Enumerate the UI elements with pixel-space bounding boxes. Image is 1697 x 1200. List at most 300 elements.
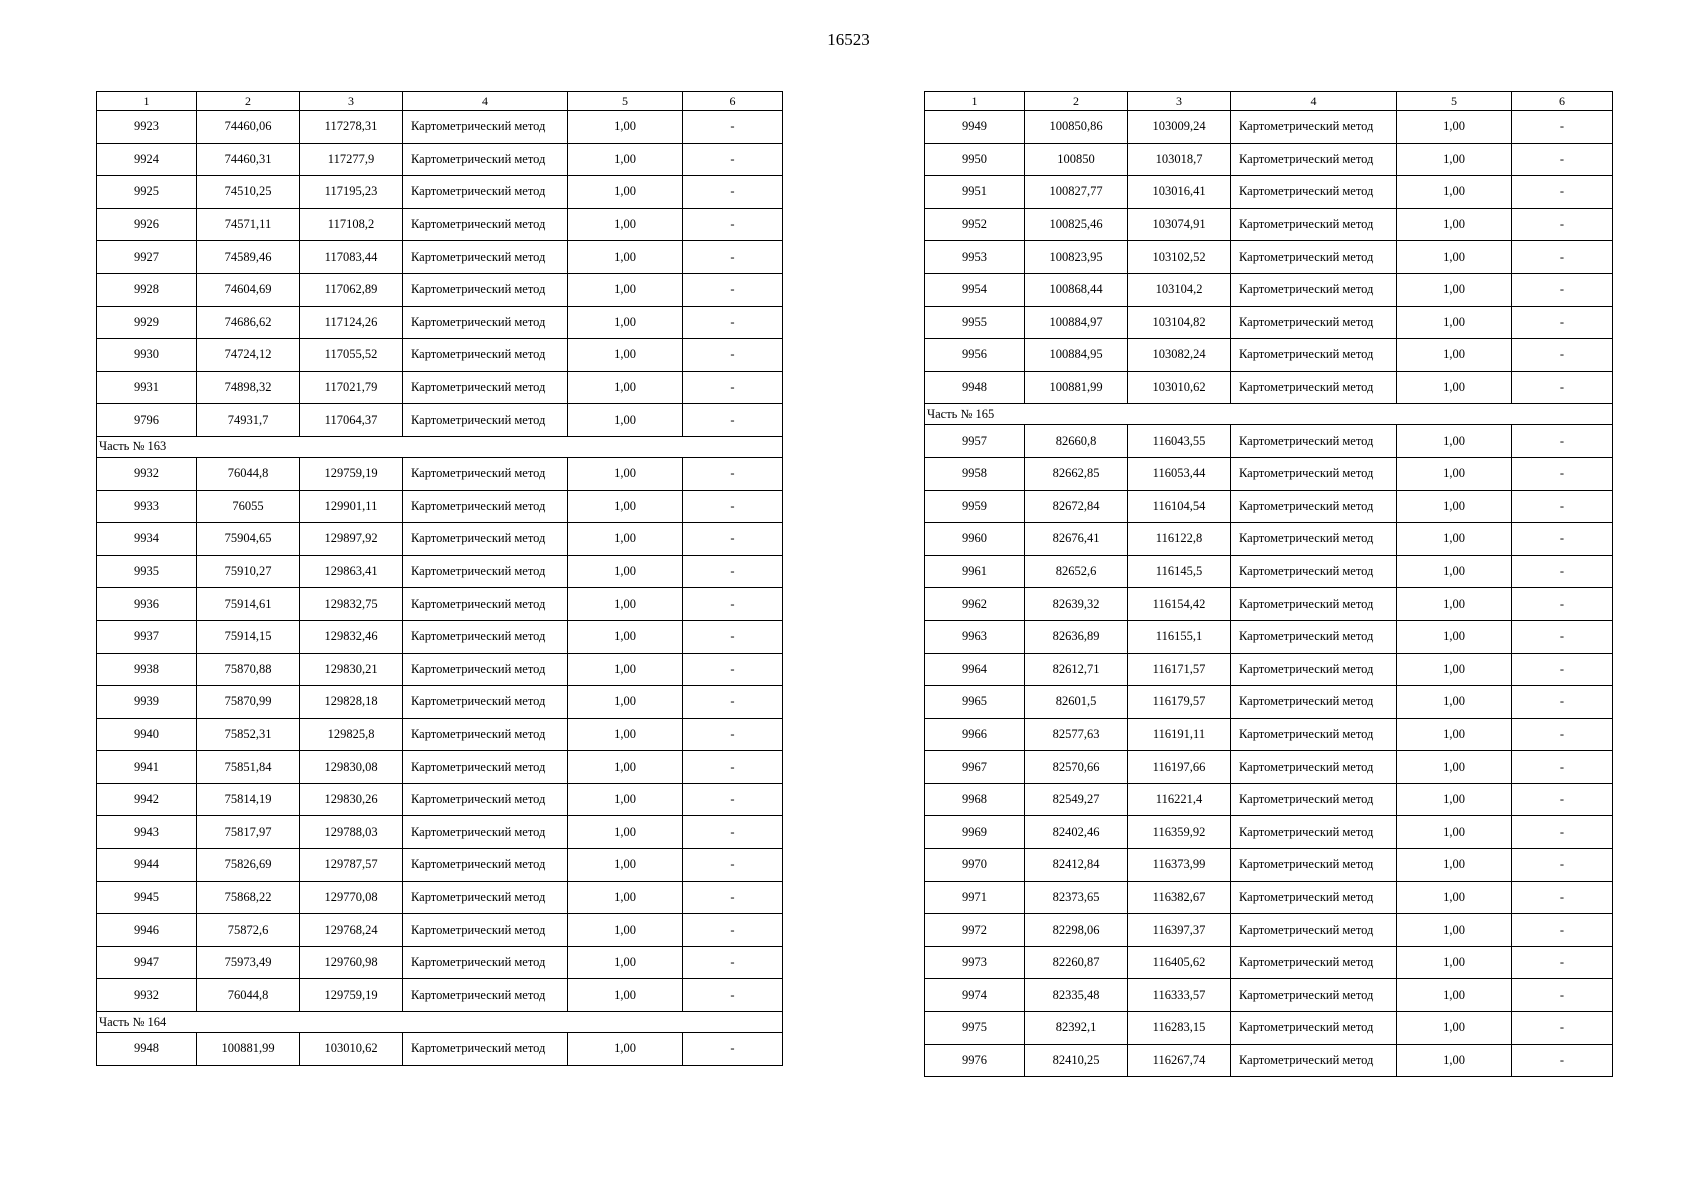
x-coordinate-cell: 100850 [1025,143,1128,176]
point-number-cell: 9935 [97,555,197,588]
point-number-cell: 9930 [97,339,197,372]
note-cell: - [683,620,783,653]
accuracy-cell: 1,00 [568,306,683,339]
point-number-cell: 9971 [925,881,1025,914]
point-number-cell: 9969 [925,816,1025,849]
point-number-cell: 9946 [97,914,197,947]
x-coordinate-cell: 74898,32 [197,371,300,404]
x-coordinate-cell: 82549,27 [1025,783,1128,816]
y-coordinate-cell: 103104,82 [1128,306,1231,339]
section-heading-row [925,404,1613,425]
table-row [925,718,1613,751]
accuracy-cell: 1,00 [568,111,683,144]
x-coordinate-cell: 82639,32 [1025,588,1128,621]
table-header-row [97,92,783,111]
note-cell: - [683,849,783,882]
accuracy-cell: 1,00 [1397,490,1512,523]
column-header-6: 6 [683,92,783,111]
y-coordinate-cell: 117062,89 [300,273,403,306]
method-cell: Картометрический метод [403,751,568,784]
y-coordinate-cell: 103010,62 [300,1033,403,1066]
section-heading: Часть № 163 [97,436,783,457]
x-coordinate-cell: 100881,99 [197,1033,300,1066]
accuracy-cell: 1,00 [568,555,683,588]
method-cell: Картометрический метод [403,653,568,686]
method-cell: Картометрический метод [403,1033,568,1066]
note-cell: - [683,881,783,914]
method-cell: Картометрический метод [1231,751,1397,784]
point-number-cell: 9960 [925,523,1025,556]
note-cell: - [683,555,783,588]
table-row [97,946,783,979]
table-row [925,371,1613,404]
table-row [925,1012,1613,1045]
accuracy-cell: 1,00 [568,176,683,209]
accuracy-cell: 1,00 [1397,751,1512,784]
column-header-2: 2 [1025,92,1128,111]
table-row [97,176,783,209]
note-cell: - [683,208,783,241]
method-cell: Картометрический метод [403,588,568,621]
section-heading: Часть № 164 [97,1012,783,1033]
accuracy-cell: 1,00 [1397,457,1512,490]
x-coordinate-cell: 75910,27 [197,555,300,588]
note-cell: - [1512,490,1613,523]
accuracy-cell: 1,00 [568,849,683,882]
x-coordinate-cell: 82652,6 [1025,555,1128,588]
y-coordinate-cell: 117064,37 [300,404,403,437]
method-cell: Картометрический метод [403,143,568,176]
x-coordinate-cell: 74510,25 [197,176,300,209]
note-cell: - [1512,143,1613,176]
point-number-cell: 9951 [925,176,1025,209]
method-cell: Картометрический метод [1231,208,1397,241]
table-row [97,306,783,339]
y-coordinate-cell: 117021,79 [300,371,403,404]
point-number-cell: 9956 [925,339,1025,372]
note-cell: - [683,371,783,404]
x-coordinate-cell: 82298,06 [1025,914,1128,947]
table-row [97,457,783,490]
column-header-5: 5 [1397,92,1512,111]
point-number-cell: 9964 [925,653,1025,686]
point-number-cell: 9952 [925,208,1025,241]
note-cell: - [1512,686,1613,719]
accuracy-cell: 1,00 [1397,241,1512,274]
y-coordinate-cell: 103018,7 [1128,143,1231,176]
note-cell: - [683,306,783,339]
method-cell: Картометрический метод [1231,241,1397,274]
accuracy-cell: 1,00 [568,208,683,241]
y-coordinate-cell: 129825,8 [300,718,403,751]
point-number-cell: 9967 [925,751,1025,784]
table-row [97,555,783,588]
note-cell: - [1512,1044,1613,1077]
y-coordinate-cell: 129759,19 [300,457,403,490]
point-number-cell: 9970 [925,849,1025,882]
table-row [925,306,1613,339]
table-row [925,523,1613,556]
note-cell: - [1512,371,1613,404]
note-cell: - [1512,555,1613,588]
method-cell: Картометрический метод [1231,1012,1397,1045]
x-coordinate-cell: 74571,11 [197,208,300,241]
x-coordinate-cell: 100884,97 [1025,306,1128,339]
note-cell: - [683,339,783,372]
accuracy-cell: 1,00 [568,404,683,437]
method-cell: Картометрический метод [403,208,568,241]
point-number-cell: 9947 [97,946,197,979]
note-cell: - [683,457,783,490]
x-coordinate-cell: 74724,12 [197,339,300,372]
method-cell: Картометрический метод [403,783,568,816]
y-coordinate-cell: 116333,57 [1128,979,1231,1012]
point-number-cell: 9976 [925,1044,1025,1077]
method-cell: Картометрический метод [1231,718,1397,751]
x-coordinate-cell: 82260,87 [1025,946,1128,979]
note-cell: - [1512,914,1613,947]
table-row [925,143,1613,176]
accuracy-cell: 1,00 [568,457,683,490]
method-cell: Картометрический метод [1231,111,1397,144]
x-coordinate-cell: 75872,6 [197,914,300,947]
accuracy-cell: 1,00 [1397,1044,1512,1077]
y-coordinate-cell: 116179,57 [1128,686,1231,719]
accuracy-cell: 1,00 [1397,208,1512,241]
x-coordinate-cell: 82601,5 [1025,686,1128,719]
section-heading-row [97,1012,783,1033]
y-coordinate-cell: 129830,26 [300,783,403,816]
x-coordinate-cell: 76044,8 [197,979,300,1012]
point-number-cell: 9940 [97,718,197,751]
y-coordinate-cell: 129897,92 [300,523,403,556]
x-coordinate-cell: 75826,69 [197,849,300,882]
y-coordinate-cell: 116155,1 [1128,620,1231,653]
point-number-cell: 9953 [925,241,1025,274]
x-coordinate-cell: 82402,46 [1025,816,1128,849]
column-header-5: 5 [568,92,683,111]
x-coordinate-cell: 75814,19 [197,783,300,816]
x-coordinate-cell: 82676,41 [1025,523,1128,556]
point-number-cell: 9944 [97,849,197,882]
accuracy-cell: 1,00 [568,653,683,686]
table-row [925,490,1613,523]
method-cell: Картометрический метод [1231,653,1397,686]
method-cell: Картометрический метод [403,241,568,274]
table-header-row [925,92,1613,111]
y-coordinate-cell: 116397,37 [1128,914,1231,947]
method-cell: Картометрический метод [403,176,568,209]
method-cell: Картометрический метод [1231,273,1397,306]
point-number-cell: 9965 [925,686,1025,719]
point-number-cell: 9948 [925,371,1025,404]
table-row [97,914,783,947]
point-number-cell: 9932 [97,457,197,490]
note-cell: - [683,718,783,751]
method-cell: Картометрический метод [403,306,568,339]
y-coordinate-cell: 117083,44 [300,241,403,274]
y-coordinate-cell: 116104,54 [1128,490,1231,523]
table-row [925,588,1613,621]
column-header-3: 3 [300,92,403,111]
note-cell: - [1512,176,1613,209]
accuracy-cell: 1,00 [1397,371,1512,404]
table-row [97,404,783,437]
point-number-cell: 9968 [925,783,1025,816]
table-row [925,273,1613,306]
accuracy-cell: 1,00 [1397,881,1512,914]
y-coordinate-cell: 116405,62 [1128,946,1231,979]
note-cell: - [683,523,783,556]
method-cell: Картометрический метод [1231,490,1397,523]
point-number-cell: 9972 [925,914,1025,947]
point-number-cell: 9939 [97,686,197,719]
accuracy-cell: 1,00 [568,143,683,176]
note-cell: - [683,490,783,523]
table-row [925,653,1613,686]
y-coordinate-cell: 129760,98 [300,946,403,979]
point-number-cell: 9942 [97,783,197,816]
table-row [925,914,1613,947]
note-cell: - [683,946,783,979]
x-coordinate-cell: 100881,99 [1025,371,1128,404]
x-coordinate-cell: 75914,15 [197,620,300,653]
note-cell: - [683,783,783,816]
note-cell: - [1512,588,1613,621]
column-header-4: 4 [403,92,568,111]
y-coordinate-cell: 116221,4 [1128,783,1231,816]
point-number-cell: 9974 [925,979,1025,1012]
x-coordinate-cell: 82662,85 [1025,457,1128,490]
x-coordinate-cell: 74460,06 [197,111,300,144]
note-cell: - [1512,849,1613,882]
note-cell: - [683,111,783,144]
point-number-cell: 9926 [97,208,197,241]
point-number-cell: 9929 [97,306,197,339]
table-row [97,718,783,751]
table-row [925,176,1613,209]
x-coordinate-cell: 76044,8 [197,457,300,490]
x-coordinate-cell: 74931,7 [197,404,300,437]
accuracy-cell: 1,00 [1397,176,1512,209]
table-row [925,620,1613,653]
accuracy-cell: 1,00 [568,1033,683,1066]
table-row [925,555,1613,588]
point-number-cell: 9923 [97,111,197,144]
table-row [97,751,783,784]
x-coordinate-cell: 82410,25 [1025,1044,1128,1077]
y-coordinate-cell: 103102,52 [1128,241,1231,274]
method-cell: Картометрический метод [1231,686,1397,719]
point-number-cell: 9932 [97,979,197,1012]
accuracy-cell: 1,00 [568,881,683,914]
table-row [97,620,783,653]
point-number-cell: 9925 [97,176,197,209]
table-row [925,816,1613,849]
column-header-3: 3 [1128,92,1231,111]
accuracy-cell: 1,00 [1397,946,1512,979]
coordinates-table-right [924,91,1613,1077]
note-cell: - [1512,208,1613,241]
x-coordinate-cell: 75852,31 [197,718,300,751]
table-row [925,751,1613,784]
point-number-cell: 9945 [97,881,197,914]
point-number-cell: 9924 [97,143,197,176]
note-cell: - [1512,1012,1613,1045]
note-cell: - [683,588,783,621]
note-cell: - [1512,273,1613,306]
accuracy-cell: 1,00 [568,751,683,784]
x-coordinate-cell: 100823,95 [1025,241,1128,274]
column-header-1: 1 [925,92,1025,111]
y-coordinate-cell: 117195,23 [300,176,403,209]
point-number-cell: 9928 [97,273,197,306]
method-cell: Картометрический метод [403,979,568,1012]
y-coordinate-cell: 129788,03 [300,816,403,849]
accuracy-cell: 1,00 [1397,849,1512,882]
y-coordinate-cell: 116191,11 [1128,718,1231,751]
x-coordinate-cell: 82612,71 [1025,653,1128,686]
y-coordinate-cell: 129901,11 [300,490,403,523]
y-coordinate-cell: 116043,55 [1128,425,1231,458]
table-row [925,457,1613,490]
table-row [925,979,1613,1012]
point-number-cell: 9931 [97,371,197,404]
accuracy-cell: 1,00 [1397,783,1512,816]
y-coordinate-cell: 116145,5 [1128,555,1231,588]
note-cell: - [1512,881,1613,914]
point-number-cell: 9950 [925,143,1025,176]
x-coordinate-cell: 75868,22 [197,881,300,914]
x-coordinate-cell: 100825,46 [1025,208,1128,241]
point-number-cell: 9959 [925,490,1025,523]
point-number-cell: 9954 [925,273,1025,306]
method-cell: Картометрический метод [1231,979,1397,1012]
table-row [925,339,1613,372]
accuracy-cell: 1,00 [568,620,683,653]
y-coordinate-cell: 116053,44 [1128,457,1231,490]
column-header-6: 6 [1512,92,1613,111]
note-cell: - [1512,620,1613,653]
method-cell: Картометрический метод [1231,816,1397,849]
table-row [97,849,783,882]
x-coordinate-cell: 82660,8 [1025,425,1128,458]
x-coordinate-cell: 75870,88 [197,653,300,686]
table-row [925,686,1613,719]
point-number-cell: 9973 [925,946,1025,979]
method-cell: Картометрический метод [1231,783,1397,816]
accuracy-cell: 1,00 [1397,816,1512,849]
x-coordinate-cell: 75851,84 [197,751,300,784]
accuracy-cell: 1,00 [1397,273,1512,306]
y-coordinate-cell: 103082,24 [1128,339,1231,372]
table-row [97,111,783,144]
point-number-cell: 9955 [925,306,1025,339]
method-cell: Картометрический метод [403,523,568,556]
method-cell: Картометрический метод [1231,176,1397,209]
point-number-cell: 9937 [97,620,197,653]
section-heading-row [97,436,783,457]
table-row [925,849,1613,882]
y-coordinate-cell: 129759,19 [300,979,403,1012]
y-coordinate-cell: 117277,9 [300,143,403,176]
table-row [97,1033,783,1066]
column-header-2: 2 [197,92,300,111]
x-coordinate-cell: 74604,69 [197,273,300,306]
note-cell: - [683,816,783,849]
method-cell: Картометрический метод [403,718,568,751]
table-row [925,425,1613,458]
y-coordinate-cell: 116171,57 [1128,653,1231,686]
note-cell: - [683,914,783,947]
y-coordinate-cell: 103104,2 [1128,273,1231,306]
x-coordinate-cell: 82335,48 [1025,979,1128,1012]
accuracy-cell: 1,00 [1397,523,1512,556]
note-cell: - [1512,816,1613,849]
point-number-cell: 9958 [925,457,1025,490]
note-cell: - [683,1033,783,1066]
point-number-cell: 9933 [97,490,197,523]
y-coordinate-cell: 103009,24 [1128,111,1231,144]
method-cell: Картометрический метод [1231,555,1397,588]
note-cell: - [683,241,783,274]
column-header-1: 1 [97,92,197,111]
accuracy-cell: 1,00 [568,979,683,1012]
table-row [97,490,783,523]
method-cell: Картометрический метод [403,849,568,882]
point-number-cell: 9948 [97,1033,197,1066]
note-cell: - [683,273,783,306]
point-number-cell: 9962 [925,588,1025,621]
method-cell: Картометрический метод [1231,523,1397,556]
y-coordinate-cell: 117108,2 [300,208,403,241]
x-coordinate-cell: 76055 [197,490,300,523]
method-cell: Картометрический метод [1231,371,1397,404]
method-cell: Картометрический метод [1231,339,1397,372]
accuracy-cell: 1,00 [568,273,683,306]
method-cell: Картометрический метод [1231,1044,1397,1077]
note-cell: - [683,143,783,176]
method-cell: Картометрический метод [403,111,568,144]
note-cell: - [1512,241,1613,274]
accuracy-cell: 1,00 [568,523,683,556]
method-cell: Картометрический метод [403,490,568,523]
method-cell: Картометрический метод [403,555,568,588]
y-coordinate-cell: 103010,62 [1128,371,1231,404]
table-row [925,241,1613,274]
column-header-4: 4 [1231,92,1397,111]
x-coordinate-cell: 82577,63 [1025,718,1128,751]
x-coordinate-cell: 75914,61 [197,588,300,621]
y-coordinate-cell: 116267,74 [1128,1044,1231,1077]
y-coordinate-cell: 116359,92 [1128,816,1231,849]
method-cell: Картометрический метод [1231,620,1397,653]
point-number-cell: 9796 [97,404,197,437]
note-cell: - [683,979,783,1012]
accuracy-cell: 1,00 [1397,653,1512,686]
point-number-cell: 9927 [97,241,197,274]
y-coordinate-cell: 129768,24 [300,914,403,947]
x-coordinate-cell: 75870,99 [197,686,300,719]
y-coordinate-cell: 103074,91 [1128,208,1231,241]
accuracy-cell: 1,00 [568,816,683,849]
method-cell: Картометрический метод [403,273,568,306]
accuracy-cell: 1,00 [568,588,683,621]
table-row [97,339,783,372]
y-coordinate-cell: 116283,15 [1128,1012,1231,1045]
accuracy-cell: 1,00 [1397,620,1512,653]
table-row [97,783,783,816]
